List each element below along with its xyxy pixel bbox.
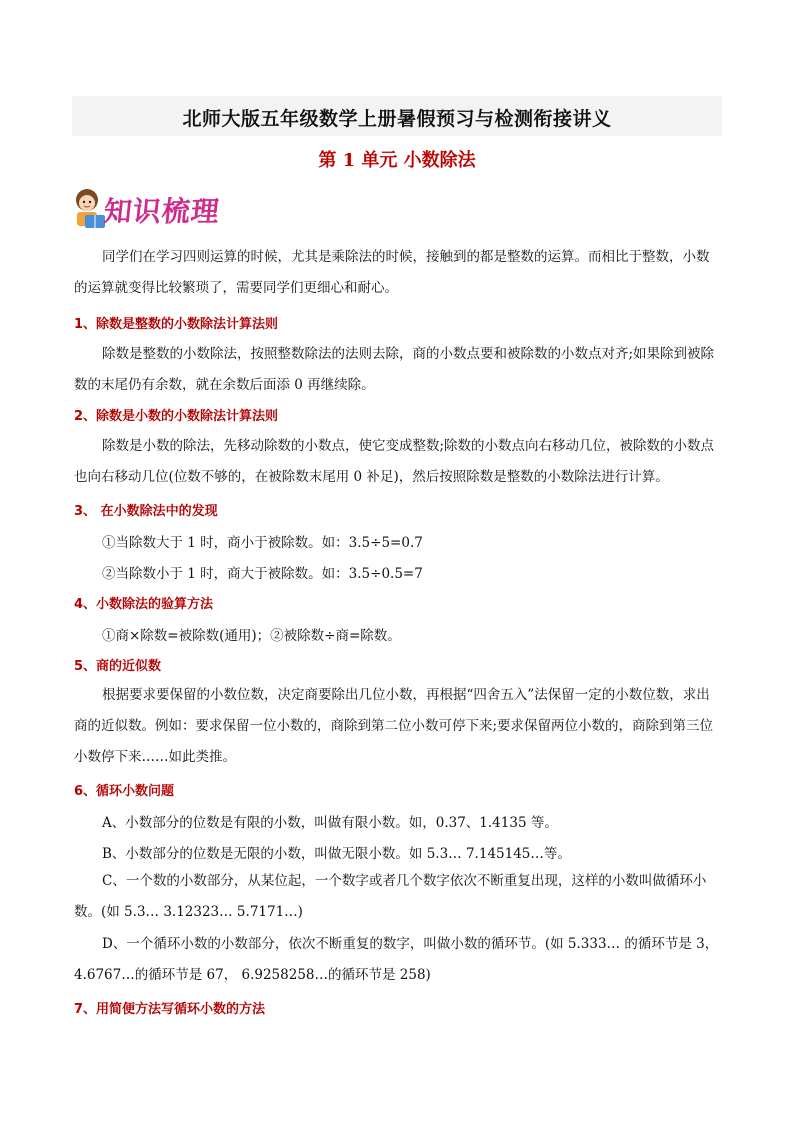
section-1-body: 除数是整数的小数除法，按照整数除法的法则去除，商的小数点要和被除数的小数点对齐;如果除到被除数的末尾仍有余数，就在余数后面添 0 再继续除。 <box>74 346 715 393</box>
badge-label: 知识梳理 <box>102 195 222 228</box>
section-4-line-1: ①商×除数=被除数(通用)；②被除数÷商=除数。 <box>102 628 401 644</box>
section-1-heading: 1、除数是整数的小数除法计算法则 <box>74 317 279 332</box>
section-7-heading: 7、用简便方法写循环小数的方法 <box>74 1002 266 1017</box>
document-title: 北师大版五年级数学上册暑假预习与检测衔接讲义 <box>182 108 612 130</box>
unit-title: 第 1 单元 小数除法 <box>318 150 476 171</box>
intro-paragraph: 同学们在学习四则运算的时候，尤其是乘除法的时候，接触到的都是整数的运算。而相比于整数，小数的运算就变得比较繁琐了，需要同学们更细心和耐心。 <box>74 249 710 296</box>
section-5-body: 根据要求要保留的小数位数，决定商要除出几位小数，再根据“四舍五入”法保留一定的小数位数，求出商的近似数。例如：要求保留一位小数的，商除到第二位小数可停下来;要求保留两位小数的，商除到第三位小数停下来……如此类推。 <box>74 687 714 765</box>
section-3-heading: 3、 在小数除法中的发现 <box>74 504 218 519</box>
section-2-body: 除数是小数的除法，先移动除数的小数点，使它变成整数;除数的小数点向右移动几位，被除数的小数点也向右移动几位(位数不够的，在被除数末尾用 0 补足)，然后按照除数是整数的小数除法进行计算。 <box>74 438 715 485</box>
section-6-paragraph-c: C、一个数的小数部分，从某位起，一个数字或者几个数字依次不断重复出现，这样的小数叫做循环小数。(如 5.3… 3.12323… 5.7171…) <box>74 873 707 920</box>
section-6-line-b: B、小数部分的位数是无限的小数，叫做无限小数。如 5.3… 7.145145…等。 <box>102 846 571 862</box>
section-5-heading: 5、商的近似数 <box>74 659 162 674</box>
section-6-line-a: A、小数部分的位数是有限的小数，叫做有限小数。如，0.37、1.4135 等。 <box>102 815 558 831</box>
section-4-heading: 4、小数除法的验算方法 <box>74 597 214 612</box>
section-3-line-2: ②当除数小于 1 时，商大于被除数。如：3.5÷0.5=7 <box>102 566 423 582</box>
section-6-paragraph-d: D、一个循环小数的小数部分，依次不断重复的数字，叫做小数的循环节。(如 5.333… 的循环节是 3， 4.6767…的循环节是 67， 6.9258258…的循环节是 258) <box>74 936 719 983</box>
knowledge-summary-badge <box>70 186 240 232</box>
section-3-line-1: ①当除数大于 1 时，商小于被除数。如：3.5÷5=0.7 <box>102 535 423 551</box>
section-6-heading: 6、循环小数问题 <box>74 784 175 799</box>
section-2-heading: 2、除数是小数的小数除法计算法则 <box>74 409 279 424</box>
